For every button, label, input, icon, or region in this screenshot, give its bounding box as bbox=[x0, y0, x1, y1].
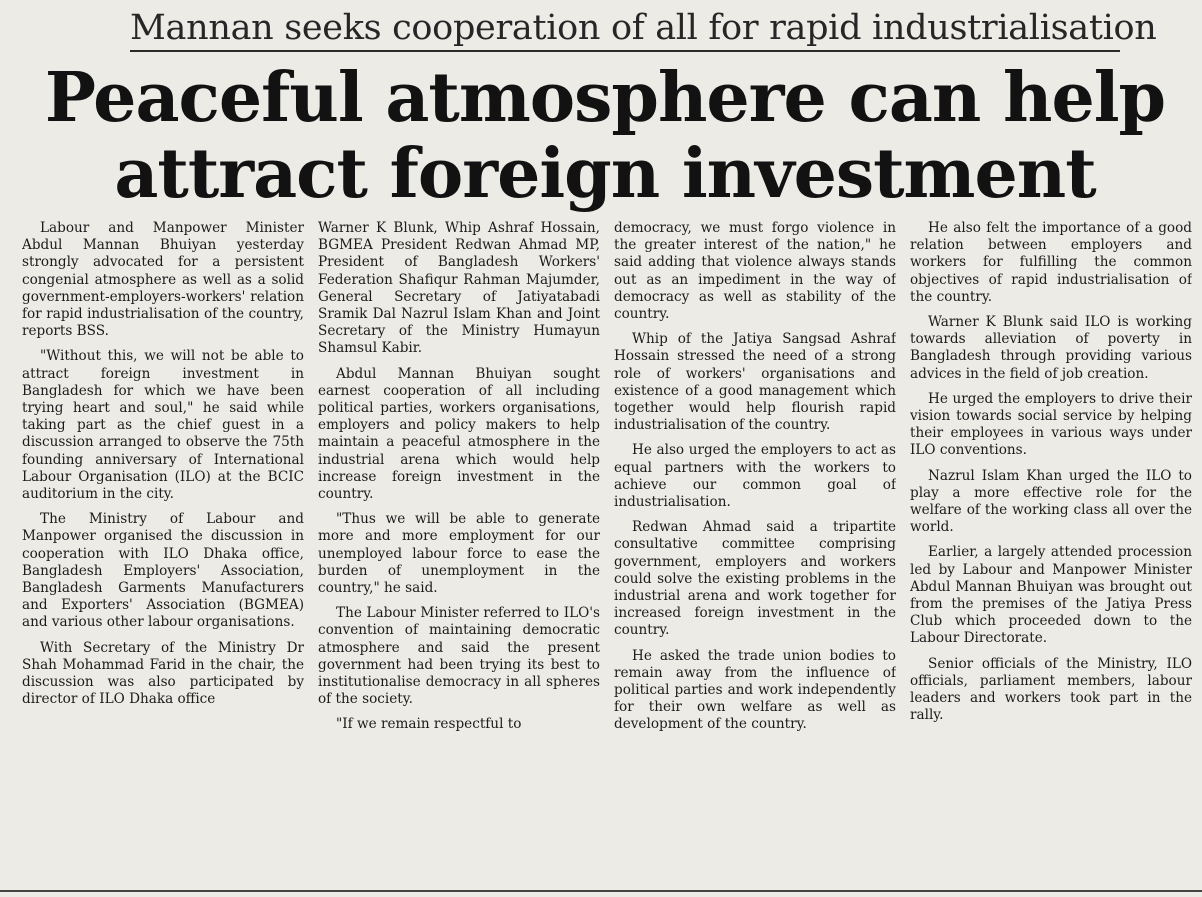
headline-line-2: attract foreign investment bbox=[114, 134, 1096, 214]
column-4 bbox=[910, 220, 1192, 890]
paragraph: Redwan Ahmad said a tripartite consultative committee comprising government, employers and workers could solve the existing problems in the industrial arena and work together for increased foreign investment in the country. bbox=[614, 519, 896, 639]
paragraph: He also urged the employers to act as equal partners with the workers to achieve our common goal of industrialisation. bbox=[614, 442, 896, 511]
bottom-rule bbox=[0, 890, 1202, 892]
paragraph: Senior officials of the Ministry, ILO officials, parliament members, labour leaders and workers took part in the rally. bbox=[910, 655, 1192, 724]
paragraph: He also felt the importance of a good relation between employers and workers for fulfilling the common objectives of rapid industrialisation of the country. bbox=[910, 220, 1192, 305]
paragraph: "If we remain respectful to bbox=[336, 716, 522, 733]
paragraph: With Secretary of the Ministry Dr Shah Mohammad Farid in the chair, the discussion was also participated by director of ILO Dhaka office bbox=[22, 639, 304, 708]
main-headline bbox=[30, 60, 1180, 212]
paragraph: democracy, we must forgo violence in the greater interest of the nation," he said adding that violence always stands out as an impediment in the way of democracy as well as stability of the country. bbox=[614, 220, 896, 323]
paragraph: Abdul Mannan Bhuiyan sought earnest cooperation of all including political parties, workers organisations, employers and policy makers to help maintain a peaceful atmosphere in the industrial arena which would help increase foreign investment in the country. bbox=[318, 365, 600, 503]
paragraph: "Without this, we will not be able to attract foreign investment in Bangladesh for which we have been trying heart and soul," he said while taking part as the chief guest in a discussion arranged to observe the 75th founding anniversary of International Labour Organisation (ILO) at the BCIC auditorium in the city. bbox=[22, 348, 304, 503]
paragraph: Nazrul Islam Khan urged the ILO to play a more effective role for the welfare of the working class all over the world. bbox=[910, 467, 1192, 536]
paragraph: He asked the trade union bodies to remain away from the influence of political parties and work independently for their own welfare as well as development of the country. bbox=[614, 647, 896, 733]
kicker-underline bbox=[130, 50, 1120, 52]
column-2 bbox=[318, 220, 600, 890]
paragraph: He urged the employers to drive their vision towards social service by helping their employees in various ways under ILO conventions. bbox=[910, 390, 1192, 459]
paragraph: The Ministry of Labour and Manpower organised the discussion in cooperation with ILO Dhaka office, Bangladesh Employers' Association, Bangladesh Garments Manufacturers and Exporters' Association (BGMEA) and various other labour organisations. bbox=[22, 511, 304, 631]
column-1 bbox=[22, 220, 304, 890]
paragraph: Labour and Manpower Minister Abdul Mannan Bhuiyan yesterday strongly advocated for a persistent congenial atmosphere as well as a solid government-employers-workers' relation for rapid industrialisation of the country, reports BSS. bbox=[22, 220, 304, 340]
paragraph: Earlier, a largely attended procession led by Labour and Manpower Minister Abdul Mannan Bhuiyan was brought out from the premises of the Jatiya Press Club which proceeded down to the Labour Directorate. bbox=[910, 544, 1192, 647]
paragraph: The Labour Minister referred to ILO's convention of maintaining democratic atmosphere and said the present government had been trying its best to institutionalise democracy in all spheres of the society. bbox=[318, 605, 600, 708]
column-3 bbox=[614, 220, 896, 890]
paragraph: Warner K Blunk said ILO is working towards alleviation of poverty in Bangladesh through providing various advices in the field of job creation. bbox=[910, 314, 1192, 382]
headline-line-1: Peaceful atmosphere can help bbox=[44, 58, 1166, 138]
paragraph: Warner K Blunk, Whip Ashraf Hossain, BGMEA President Redwan Ahmad MP, President of Bangladesh Workers' Federation Shafiqur Rahman Majumder, General Secretary of Jatiyatabadi Sramik Dal Nazrul Islam Khan and Joint Secretary of the Ministry Humayun Shamsul Kabir. bbox=[318, 220, 600, 357]
paragraph: "Thus we will be able to generate more and more employment for our unemployed labour force to ease the burden of unemployment in the country," he said. bbox=[318, 511, 600, 597]
paragraph: Whip of the Jatiya Sangsad Ashraf Hossain stressed the need of a strong role of workers' organisations and existence of a good management which together would help flourish rapid industrialisation of the country. bbox=[614, 331, 896, 434]
article-body bbox=[22, 220, 1192, 890]
kicker-headline: Mannan seeks cooperation of all for rapid industrialisation bbox=[130, 8, 1157, 48]
